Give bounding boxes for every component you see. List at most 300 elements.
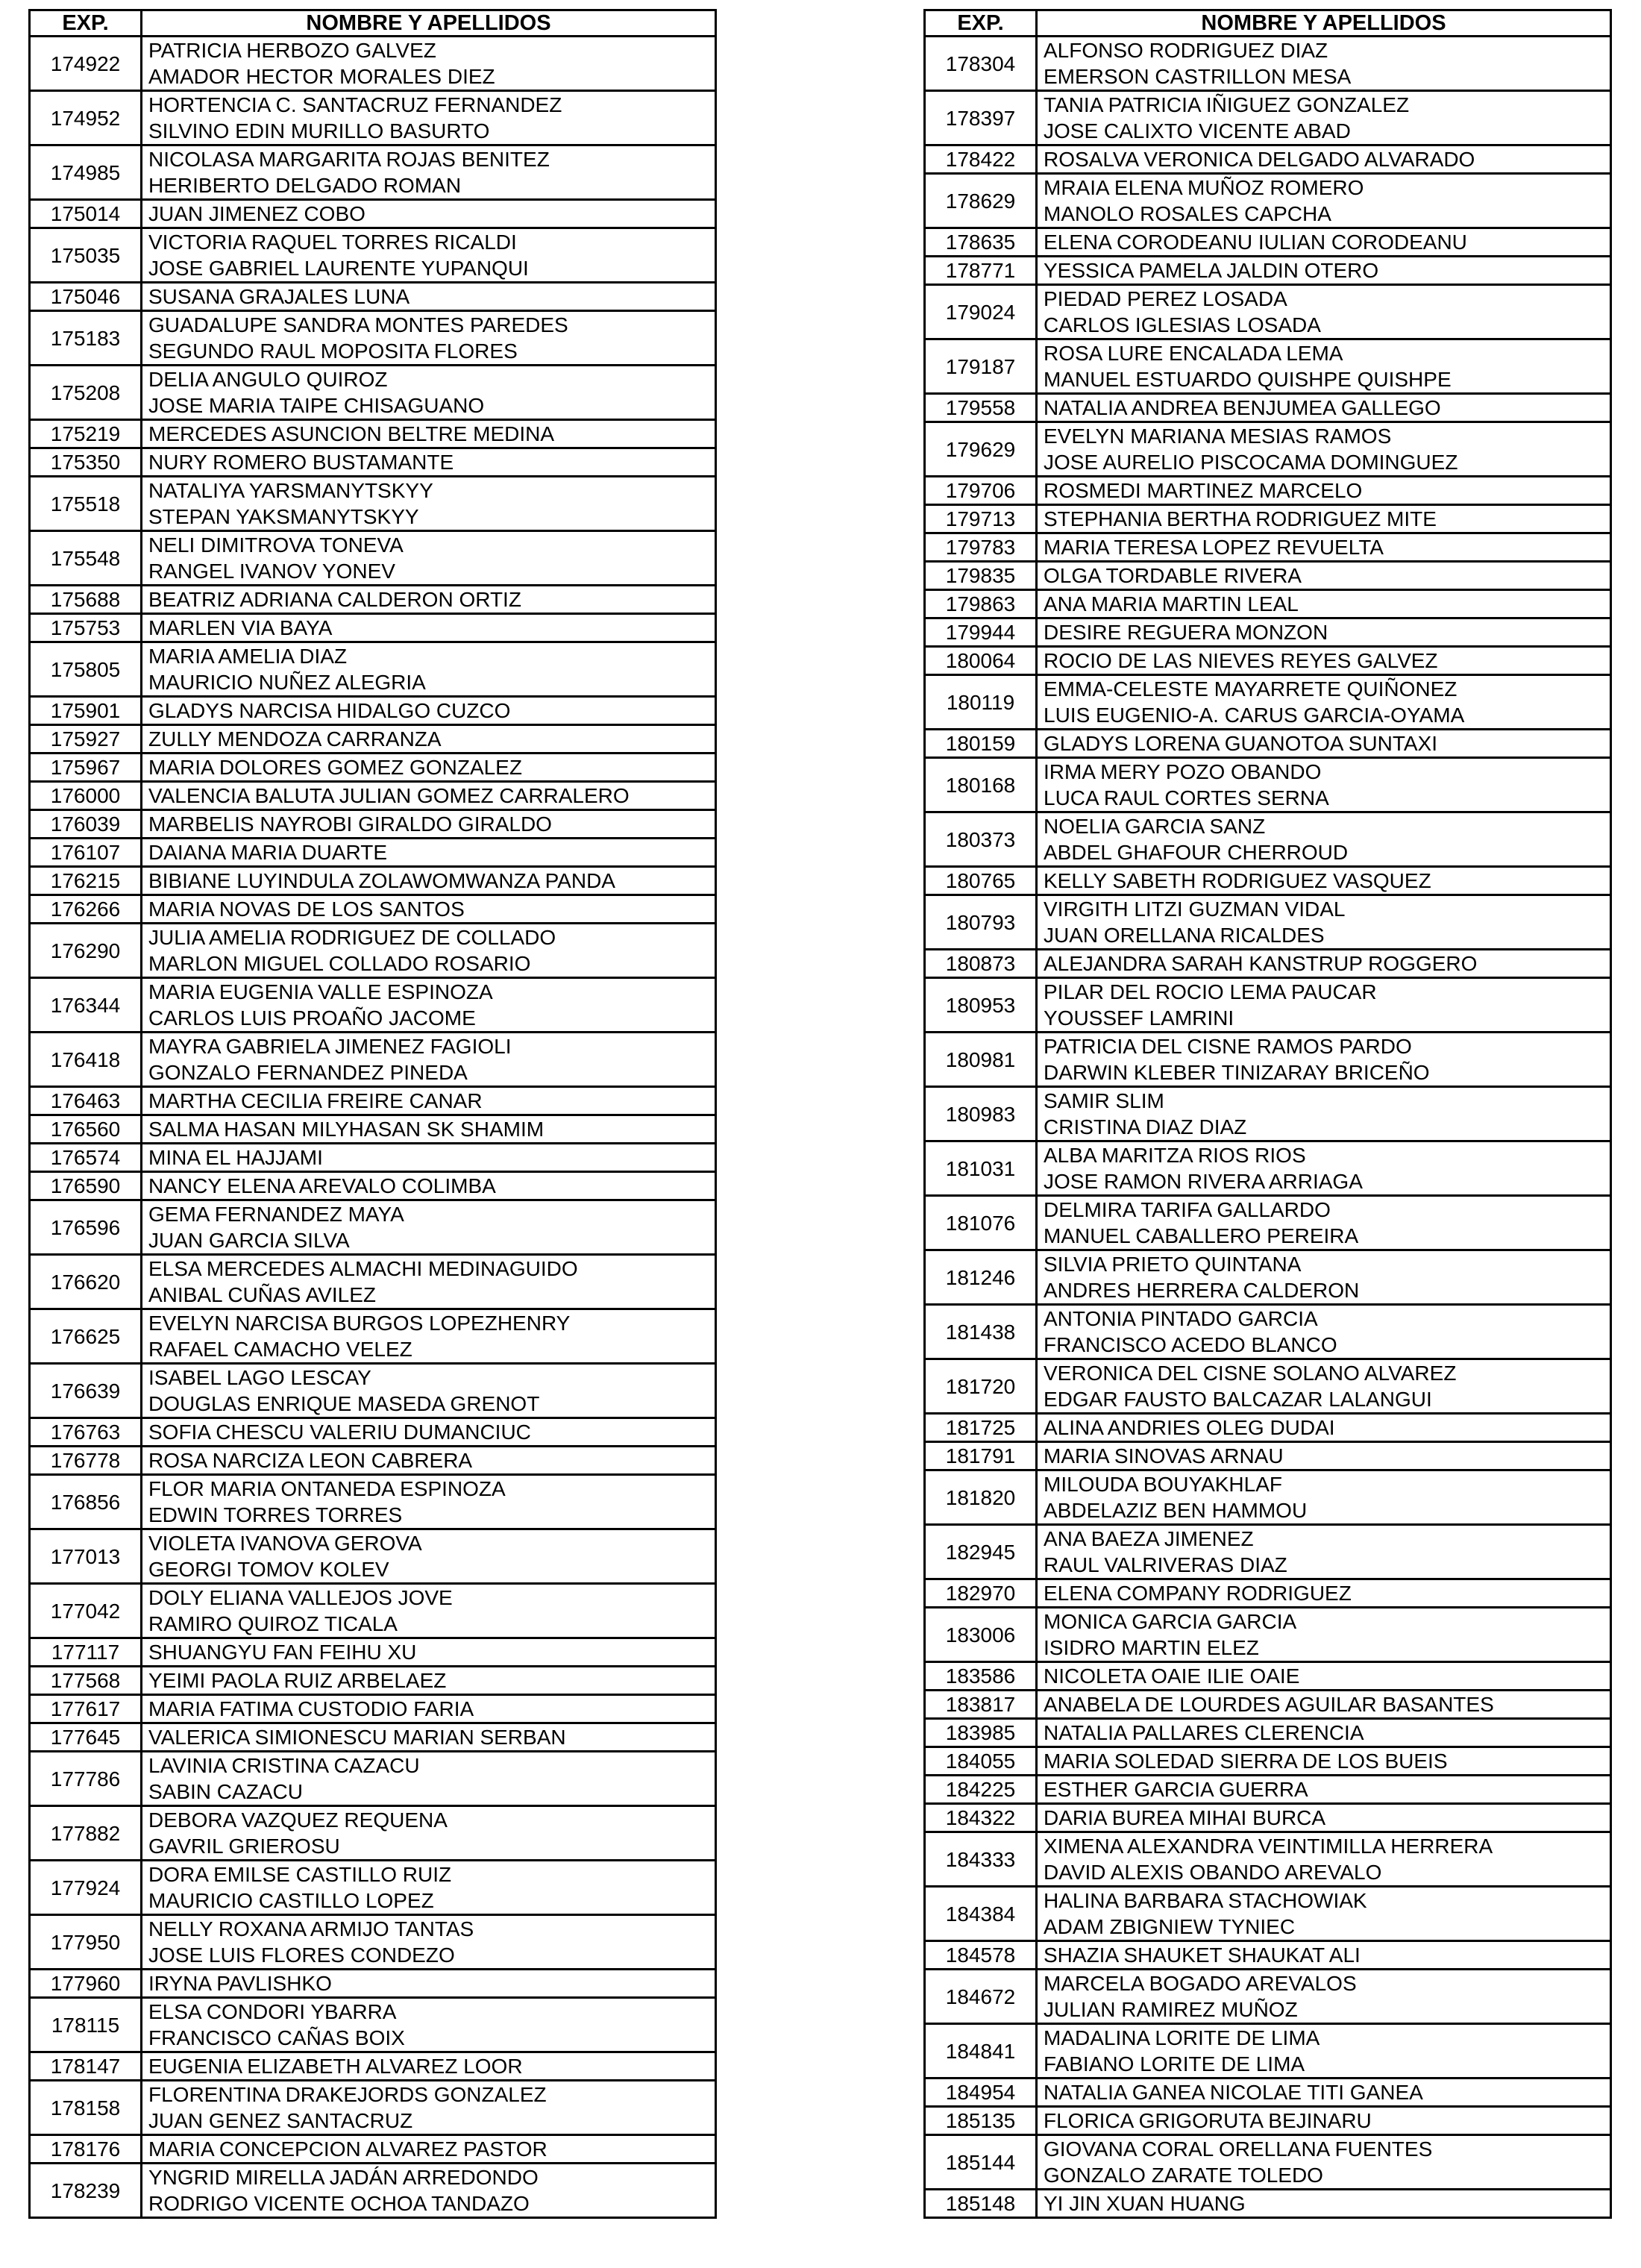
table-row: [925, 174, 1611, 228]
person-name: SOFIA CHESCU VALERIU DUMANCIUC: [148, 1420, 531, 1444]
names-cell: [1037, 867, 1611, 895]
exp-cell: 179187: [925, 339, 1037, 394]
table-row: [30, 1087, 716, 1115]
names-cell: [142, 810, 716, 839]
person-name: JOSE CALIXTO VICENTE ABAD: [1044, 119, 1351, 142]
person-name: IRYNA PAVLISHKO: [148, 1972, 332, 1995]
person-name: SALMA HASAN MILYHASAN SK SHAMIM: [148, 1118, 545, 1141]
table-row: [925, 91, 1611, 145]
table-row: [30, 311, 716, 366]
table-row: [30, 145, 716, 200]
table-row: [925, 562, 1611, 590]
person-name: ALEJANDRA SARAH KANSTRUP ROGGERO: [1044, 952, 1478, 975]
names-cell: [142, 1638, 716, 1667]
person-name: CARLOS IGLESIAS LOSADA: [1044, 313, 1321, 336]
names-cell: [1037, 1832, 1611, 1887]
person-name: AMADOR HECTOR MORALES DIEZ: [148, 65, 495, 88]
names-cell: [1037, 285, 1611, 339]
table-row: [925, 394, 1611, 422]
exp-cell: 183985: [925, 1719, 1037, 1747]
person-name: LUIS EUGENIO-A. CARUS GARCIA-OYAMA: [1044, 704, 1465, 727]
person-name: RAUL VALRIVERAS DIAZ: [1044, 1553, 1287, 1576]
exp-cell: 184333: [925, 1832, 1037, 1887]
table-row: [925, 590, 1611, 618]
exp-cell: 184841: [925, 2024, 1037, 2079]
person-name: ROSA NARCIZA LEON CABRERA: [148, 1449, 473, 1472]
person-name: YEIMI PAOLA RUIZ ARBELAEZ: [148, 1669, 447, 1692]
table-row: [30, 283, 716, 311]
exp-cell: 180953: [925, 978, 1037, 1033]
table-row: [30, 420, 716, 448]
exp-cell: 180983: [925, 1087, 1037, 1141]
names-cell: [1037, 562, 1611, 590]
exp-cell: 177960: [30, 1970, 142, 1998]
names-cell: [1037, 1196, 1611, 1250]
exp-cell: 177013: [30, 1529, 142, 1584]
names-cell: [1037, 1087, 1611, 1141]
table-row: [925, 812, 1611, 867]
table-row: [925, 1832, 1611, 1887]
table-row: [30, 477, 716, 531]
person-name: ALINA ANDRIES OLEG DUDAI: [1044, 1416, 1335, 1439]
table-row: [30, 839, 716, 867]
person-name: STEPHANIA BERTHA RODRIGUEZ MITE: [1044, 507, 1437, 530]
exp-cell: 174922: [30, 37, 142, 91]
exp-cell: 179706: [925, 477, 1037, 505]
names-cell: [142, 1861, 716, 1915]
names-cell: [1037, 145, 1611, 174]
person-name: NELLY ROXANA ARMIJO TANTAS: [148, 1917, 474, 1940]
person-name: SUSANA GRAJALES LUNA: [148, 285, 410, 308]
names-cell: [142, 91, 716, 145]
names-cell: [142, 782, 716, 810]
table-row: [30, 1998, 716, 2052]
exp-cell: 176639: [30, 1364, 142, 1418]
table-row: [925, 2024, 1611, 2079]
person-name: RAFAEL CAMACHO VELEZ: [148, 1338, 412, 1361]
exp-cell: 175518: [30, 477, 142, 531]
person-name: JUAN ORELLANA RICALDES: [1044, 924, 1325, 947]
names-cell: [1037, 2107, 1611, 2135]
person-name: GLADYS NARCISA HIDALGO CUZCO: [148, 699, 511, 722]
table-row: [30, 2081, 716, 2135]
table-row: [30, 1172, 716, 1200]
names-cell: [142, 867, 716, 895]
names-cell: [1037, 1305, 1611, 1359]
table-row: [925, 145, 1611, 174]
table-row: [925, 1747, 1611, 1776]
exp-cell: 181246: [925, 1250, 1037, 1305]
exp-cell: 179863: [925, 590, 1037, 618]
person-name: ELENA COMPANY RODRIGUEZ: [1044, 1582, 1352, 1605]
table-row: [30, 1806, 716, 1861]
table-row: [925, 1250, 1611, 1305]
names-cell: [142, 895, 716, 924]
names-cell: [142, 2164, 716, 2218]
roster-table-right-body: [925, 37, 1611, 2218]
table-row: [30, 895, 716, 924]
exp-cell: 178115: [30, 1998, 142, 2052]
names-cell: [1037, 1719, 1611, 1747]
exp-cell: 179629: [925, 422, 1037, 477]
names-cell: [1037, 505, 1611, 533]
names-cell: [1037, 2190, 1611, 2218]
exp-cell: 184672: [925, 1970, 1037, 2024]
table-row: [30, 725, 716, 754]
exp-cell: 174985: [30, 145, 142, 200]
person-name: DELMIRA TARIFA GALLARDO: [1044, 1198, 1331, 1221]
person-name: MARIA DOLORES GOMEZ GONZALEZ: [148, 756, 522, 779]
table-row: [925, 730, 1611, 758]
exp-cell: 180793: [925, 895, 1037, 950]
names-cell: [1037, 1359, 1611, 1414]
exp-cell: 184055: [925, 1747, 1037, 1776]
table-row: [925, 1196, 1611, 1250]
person-name: ELENA CORODEANU IULIAN CORODEANU: [1044, 231, 1467, 254]
person-name: YOUSSEF LAMRINI: [1044, 1006, 1234, 1030]
exp-cell: 176763: [30, 1418, 142, 1447]
person-name: MANOLO ROSALES CAPCHA: [1044, 202, 1331, 225]
exp-cell: 176574: [30, 1144, 142, 1172]
roster-table-left-body: [30, 37, 716, 2218]
names-cell: [1037, 1414, 1611, 1442]
table-row: [925, 1719, 1611, 1747]
names-cell: [142, 2052, 716, 2081]
names-cell: [1037, 477, 1611, 505]
person-name: NATALIYA YARSMANYTSKYY: [148, 479, 433, 502]
person-name: NURY ROMERO BUSTAMANTE: [148, 451, 454, 474]
person-name: NICOLASA MARGARITA ROJAS BENITEZ: [148, 148, 550, 171]
person-name: JULIAN RAMIREZ MUÑOZ: [1044, 1998, 1298, 2021]
person-name: MAURICIO NUÑEZ ALEGRIA: [148, 671, 426, 694]
person-name: SABIN CAZACU: [148, 1780, 303, 1803]
names-cell: [142, 697, 716, 725]
person-name: FLORENTINA DRAKEJORDS GONZALEZ: [148, 2083, 547, 2106]
names-cell: [142, 228, 716, 283]
table-row: [925, 1359, 1611, 1414]
person-name: VIRGITH LITZI GUZMAN VIDAL: [1044, 898, 1346, 921]
person-name: ANDRES HERRERA CALDERON: [1044, 1279, 1360, 1302]
table-row: [925, 2107, 1611, 2135]
table-row: [925, 1305, 1611, 1359]
person-name: MRAIA ELENA MUÑOZ ROMERO: [1044, 176, 1364, 199]
exp-cell: 177568: [30, 1667, 142, 1695]
table-row: [925, 950, 1611, 978]
exp-cell: 185144: [925, 2135, 1037, 2190]
exp-cell: 181791: [925, 1442, 1037, 1470]
person-name: DARIA BUREA MIHAI BURCA: [1044, 1806, 1326, 1829]
person-name: YI JIN XUAN HUANG: [1044, 2192, 1246, 2215]
names-cell: [1037, 2079, 1611, 2107]
exp-cell: 182970: [925, 1579, 1037, 1608]
names-cell: [1037, 1525, 1611, 1579]
person-name: GEORGI TOMOV KOLEV: [148, 1558, 389, 1581]
exp-cell: 179713: [925, 505, 1037, 533]
exp-cell: 178629: [925, 174, 1037, 228]
exp-column-header: EXP.: [30, 10, 142, 37]
person-name: VIOLETA IVANOVA GEROVA: [148, 1532, 422, 1555]
exp-cell: 184578: [925, 1941, 1037, 1970]
table-row: [925, 1033, 1611, 1087]
names-cell: [142, 1723, 716, 1752]
names-cell: [142, 1364, 716, 1418]
person-name: EMERSON CASTRILLON MESA: [1044, 65, 1352, 88]
person-name: SHUANGYU FAN FEIHU XU: [148, 1641, 417, 1664]
person-name: DELIA ANGULO QUIROZ: [148, 368, 388, 391]
exp-cell: 179783: [925, 533, 1037, 562]
person-name: ADAM ZBIGNIEW TYNIEC: [1044, 1915, 1296, 1938]
table-row: [925, 867, 1611, 895]
names-cell: [142, 1584, 716, 1638]
person-name: PATRICIA HERBOZO GALVEZ: [148, 39, 436, 62]
person-name: EVELYN MARIANA MESIAS RAMOS: [1044, 425, 1392, 448]
table-row: [925, 1414, 1611, 1442]
person-name: FABIANO LORITE DE LIMA: [1044, 2052, 1305, 2076]
exp-cell: 175350: [30, 448, 142, 477]
table-row: [30, 1364, 716, 1418]
names-cell: [142, 1447, 716, 1475]
person-name: DARWIN KLEBER TINIZARAY BRICEÑO: [1044, 1061, 1430, 1084]
person-name: GIOVANA CORAL ORELLANA FUENTES: [1044, 2137, 1433, 2161]
table-row: [30, 782, 716, 810]
table-row: [925, 1470, 1611, 1525]
exp-cell: 178635: [925, 228, 1037, 257]
table-row: [925, 1776, 1611, 1804]
table-row: [30, 448, 716, 477]
names-cell: [142, 448, 716, 477]
exp-cell: 176856: [30, 1475, 142, 1529]
exp-cell: 179944: [925, 618, 1037, 647]
person-name: HORTENCIA C. SANTACRUZ FERNANDEZ: [148, 93, 562, 116]
exp-cell: 178397: [925, 91, 1037, 145]
exp-cell: 180981: [925, 1033, 1037, 1087]
table-row: [925, 1442, 1611, 1470]
person-name: DAIANA MARIA DUARTE: [148, 841, 388, 864]
exp-cell: 180119: [925, 675, 1037, 730]
person-name: ISIDRO MARTIN ELEZ: [1044, 1636, 1259, 1659]
person-name: TANIA PATRICIA IÑIGUEZ GONZALEZ: [1044, 93, 1410, 116]
exp-cell: 175014: [30, 200, 142, 228]
person-name: ALFONSO RODRIGUEZ DIAZ: [1044, 39, 1328, 62]
exp-cell: 175967: [30, 754, 142, 782]
table-row: [30, 1584, 716, 1638]
names-cell: [1037, 1776, 1611, 1804]
person-name: ANTONIA PINTADO GARCIA: [1044, 1307, 1318, 1330]
person-name: FRANCISCO ACEDO BLANCO: [1044, 1333, 1337, 1356]
person-name: FRANCISCO CAÑAS BOIX: [148, 2026, 405, 2049]
exp-cell: 177042: [30, 1584, 142, 1638]
names-cell: [1037, 758, 1611, 812]
table-row: [30, 1144, 716, 1172]
names-cell: [142, 283, 716, 311]
exp-cell: 181725: [925, 1414, 1037, 1442]
exp-cell: 183586: [925, 1662, 1037, 1691]
names-cell: [1037, 422, 1611, 477]
names-cell: [142, 754, 716, 782]
person-name: PATRICIA DEL CISNE RAMOS PARDO: [1044, 1035, 1412, 1058]
person-name: EMMA-CELESTE MAYARRETE QUIÑONEZ: [1044, 677, 1458, 701]
names-cell: [1037, 1970, 1611, 2024]
person-name: FLORICA GRIGORUTA BEJINARU: [1044, 2109, 1372, 2132]
person-name: DAVID ALEXIS OBANDO AREVALO: [1044, 1861, 1382, 1884]
names-cell: [142, 725, 716, 754]
table-row: [30, 1723, 716, 1752]
names-cell: [142, 1087, 716, 1115]
names-cell: [1037, 1941, 1611, 1970]
table-row: [30, 924, 716, 978]
exp-cell: 181076: [925, 1196, 1037, 1250]
header-row: [925, 10, 1611, 37]
exp-cell: 180765: [925, 867, 1037, 895]
person-name: NICOLETA OAIE ILIE OAIE: [1044, 1664, 1300, 1688]
person-name: MARIA NOVAS DE LOS SANTOS: [148, 898, 465, 921]
person-name: NOELIA GARCIA SANZ: [1044, 815, 1266, 838]
person-name: MARIA AMELIA DIAZ: [148, 645, 348, 668]
names-column-header: NOMBRE Y APELLIDOS: [1037, 10, 1611, 37]
person-name: JUAN GENEZ SANTACRUZ: [148, 2109, 413, 2132]
names-cell: [1037, 1662, 1611, 1691]
exp-cell: 177924: [30, 1861, 142, 1915]
person-name: GAVRIL GRIEROSU: [148, 1835, 340, 1858]
names-cell: [1037, 228, 1611, 257]
names-cell: [142, 1695, 716, 1723]
exp-cell: 176290: [30, 924, 142, 978]
exp-cell: 178176: [30, 2135, 142, 2164]
table-row: [30, 228, 716, 283]
names-cell: [1037, 2024, 1611, 2079]
table-row: [925, 228, 1611, 257]
names-cell: [142, 420, 716, 448]
person-name: ROSMEDI MARTINEZ MARCELO: [1044, 479, 1363, 502]
person-name: JOSE LUIS FLORES CONDEZO: [148, 1943, 455, 1967]
exp-cell: 178422: [925, 145, 1037, 174]
exp-cell: 180159: [925, 730, 1037, 758]
person-name: MONICA GARCIA GARCIA: [1044, 1610, 1297, 1633]
exp-cell: 175805: [30, 642, 142, 697]
table-row: [30, 1255, 716, 1309]
table-row: [925, 978, 1611, 1033]
person-name: HALINA BARBARA STACHOWIAK: [1044, 1889, 1367, 1912]
exp-cell: 184384: [925, 1887, 1037, 1941]
table-row: [30, 1529, 716, 1584]
person-name: GEMA FERNANDEZ MAYA: [148, 1203, 404, 1226]
person-name: JUAN GARCIA SILVA: [148, 1229, 350, 1252]
table-row: [30, 978, 716, 1033]
names-cell: [1037, 1250, 1611, 1305]
person-name: NATALIA PALLARES CLERENCIA: [1044, 1721, 1364, 1744]
table-row: [30, 366, 716, 420]
exp-cell: 178304: [925, 37, 1037, 91]
person-name: YNGRID MIRELLA JADÁN ARREDONDO: [148, 2166, 539, 2189]
person-name: ABDEL GHAFOUR CHERROUD: [1044, 841, 1349, 864]
person-name: MERCEDES ASUNCION BELTRE MEDINA: [148, 422, 555, 445]
names-cell: [1037, 1141, 1611, 1196]
exp-cell: 175548: [30, 531, 142, 586]
person-name: NELI DIMITROVA TONEVA: [148, 533, 404, 557]
person-name: NANCY ELENA AREVALO COLIMBA: [148, 1174, 496, 1197]
names-cell: [1037, 675, 1611, 730]
names-cell: [142, 1529, 716, 1584]
person-name: LAVINIA CRISTINA CAZACU: [148, 1754, 420, 1777]
names-cell: [1037, 37, 1611, 91]
person-name: ROSA LURE ENCALADA LEMA: [1044, 342, 1343, 365]
person-name: ANA BAEZA JIMENEZ: [1044, 1527, 1254, 1550]
exp-cell: 175901: [30, 697, 142, 725]
exp-cell: 180064: [925, 647, 1037, 675]
person-name: SILVIA PRIETO QUINTANA: [1044, 1253, 1302, 1276]
exp-column-header: EXP.: [925, 10, 1037, 37]
names-cell: [1037, 257, 1611, 285]
person-name: RODRIGO VICENTE OCHOA TANDAZO: [148, 2192, 530, 2215]
person-name: GONZALO FERNANDEZ PINEDA: [148, 1061, 468, 1084]
person-name: VALERICA SIMIONESCU MARIAN SERBAN: [148, 1726, 566, 1749]
table-row: [30, 1915, 716, 1970]
table-row: [925, 675, 1611, 730]
names-cell: [142, 1806, 716, 1861]
table-row: [925, 257, 1611, 285]
person-name: DESIRE REGUERA MONZON: [1044, 621, 1328, 644]
names-cell: [1037, 533, 1611, 562]
exp-cell: 175753: [30, 614, 142, 642]
person-name: MARLEN VIA BAYA: [148, 616, 333, 639]
person-name: DORA EMILSE CASTILLO RUIZ: [148, 1863, 452, 1886]
names-cell: [142, 1970, 716, 1998]
names-cell: [1037, 1887, 1611, 1941]
person-name: IRMA MERY POZO OBANDO: [1044, 760, 1322, 783]
person-name: MANUEL ESTUARDO QUISHPE QUISHPE: [1044, 368, 1452, 391]
names-cell: [142, 1475, 716, 1529]
exp-cell: 175046: [30, 283, 142, 311]
exp-cell: 178147: [30, 2052, 142, 2081]
table-row: [30, 1418, 716, 1447]
person-name: MAYRA GABRIELA JIMENEZ FAGIOLI: [148, 1035, 512, 1058]
names-cell: [142, 1033, 716, 1087]
names-cell: [142, 586, 716, 614]
names-cell: [142, 1752, 716, 1806]
names-cell: [1037, 730, 1611, 758]
names-cell: [142, 642, 716, 697]
table-row: [30, 754, 716, 782]
names-cell: [1037, 647, 1611, 675]
table-row: [30, 91, 716, 145]
table-row: [925, 1579, 1611, 1608]
names-cell: [142, 366, 716, 420]
table-row: [30, 2052, 716, 2081]
person-name: ELSA CONDORI YBARRA: [148, 2000, 397, 2023]
person-name: EDWIN TORRES TORRES: [148, 1503, 403, 1526]
exp-cell: 180168: [925, 758, 1037, 812]
roster-table-left: [28, 9, 717, 2219]
table-row: [925, 1141, 1611, 1196]
person-name: ESTHER GARCIA GUERRA: [1044, 1778, 1308, 1801]
names-cell: [142, 1418, 716, 1447]
person-name: ISABEL LAGO LESCAY: [148, 1366, 371, 1389]
person-name: JOSE MARIA TAIPE CHISAGUANO: [148, 394, 485, 417]
person-name: JULIA AMELIA RODRIGUEZ DE COLLADO: [148, 926, 556, 949]
table-row: [925, 477, 1611, 505]
exp-cell: 179835: [925, 562, 1037, 590]
table-row: [925, 1525, 1611, 1579]
names-cell: [142, 978, 716, 1033]
exp-cell: 185148: [925, 2190, 1037, 2218]
names-cell: [142, 839, 716, 867]
table-row: [925, 1691, 1611, 1719]
exp-cell: 176266: [30, 895, 142, 924]
table-row: [30, 586, 716, 614]
names-cell: [142, 1255, 716, 1309]
names-cell: [142, 1309, 716, 1364]
names-cell: [142, 200, 716, 228]
